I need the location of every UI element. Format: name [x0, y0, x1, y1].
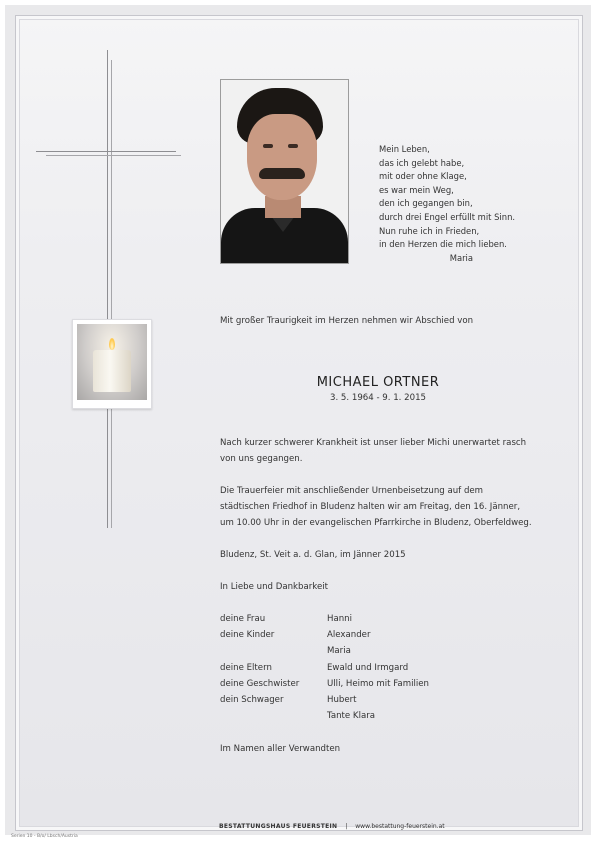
- life-dates: 3. 5. 1964 - 9. 1. 2015: [329, 393, 427, 403]
- print-credit: Serien 10 - B/o/ Lbsch/Austria: [11, 834, 78, 839]
- poem-line: Mein Leben,: [379, 144, 430, 154]
- relative-name: Maria: [327, 646, 351, 656]
- paragraph-line: städtischen Friedhof in Bludenz halten wir am Freitag, den 16. Jänner,: [220, 502, 521, 512]
- relation-label: deine Geschwister: [220, 679, 300, 689]
- candle-flame-icon: [109, 338, 115, 350]
- relation-label: dein Schwager: [220, 695, 284, 705]
- relation-label: deine Eltern: [220, 663, 272, 673]
- relative-name: Hubert: [327, 695, 357, 705]
- relative-name: Tante Klara: [327, 711, 376, 721]
- photo-eye: [288, 144, 298, 148]
- paragraph-line: Die Trauerfeier mit anschließender Urnenbeisetzung auf dem: [220, 486, 484, 496]
- poem-signature: Maria: [449, 252, 473, 263]
- photo-mustache: [259, 168, 305, 179]
- closing-text: Im Namen aller Verwandten: [220, 744, 341, 754]
- candle-background: [77, 324, 147, 400]
- funeral-home-website[interactable]: www.bestattung-feuerstein.at: [355, 823, 445, 830]
- poem-line: in den Herzen die mich lieben.: [379, 239, 507, 250]
- relative-name: Alexander: [327, 630, 371, 640]
- photo-eye: [263, 144, 273, 148]
- obituary-card: [15, 15, 583, 831]
- deceased-name: MICHAEL ORTNER: [316, 375, 440, 390]
- love-gratitude: In Liebe und Dankbarkeit: [220, 582, 329, 592]
- relative-name: Hanni: [327, 614, 353, 624]
- poem-line: den ich gegangen bin,: [379, 198, 473, 209]
- photo-face-front: [247, 114, 317, 200]
- relation-label: deine Frau: [220, 614, 266, 624]
- cross-vertical-line: [107, 50, 108, 528]
- relative-name: Ewald und Irmgard: [327, 663, 409, 673]
- cross-vertical-line: [111, 60, 112, 528]
- paragraph-line: um 10.00 Uhr in der evangelischen Pfarrkirche in Bludenz, Oberfeldweg.: [220, 518, 532, 528]
- poem: [379, 143, 569, 265]
- poem-line: mit oder ohne Klage,: [379, 171, 467, 182]
- funeral-home-name: BESTATTUNGSHAUS FEUERSTEIN: [219, 823, 338, 830]
- paragraph-line: Nach kurzer schwerer Krankheit ist unser lieber Michi unerwartet rasch: [220, 438, 527, 448]
- footer: [219, 823, 445, 830]
- poem-line: es war mein Weg,: [379, 184, 454, 195]
- candle-icon: [93, 350, 131, 392]
- paragraph-line: von uns gegangen.: [220, 454, 303, 464]
- cross-horizontal-line: [36, 151, 176, 152]
- poem-line: durch drei Engel erfüllt mit Sinn.: [379, 211, 516, 222]
- cross-horizontal-line: [46, 155, 181, 156]
- candle-image: [72, 319, 152, 409]
- relation-label: deine Kinder: [220, 630, 275, 640]
- page-sheet: [5, 5, 591, 839]
- relative-name: Ulli, Heimo mit Familien: [327, 679, 429, 689]
- footer-separator: |: [345, 823, 348, 830]
- intro-text: Mit großer Traurigkeit im Herzen nehmen wir Abschied von: [220, 316, 474, 326]
- portrait-photo: [220, 79, 349, 264]
- poem-line: Nun ruhe ich in Frieden,: [379, 225, 480, 236]
- place-date: Bludenz, St. Veit a. d. Glan, im Jänner 2015: [220, 550, 406, 560]
- poem-line: das ich gelebt habe,: [379, 157, 465, 168]
